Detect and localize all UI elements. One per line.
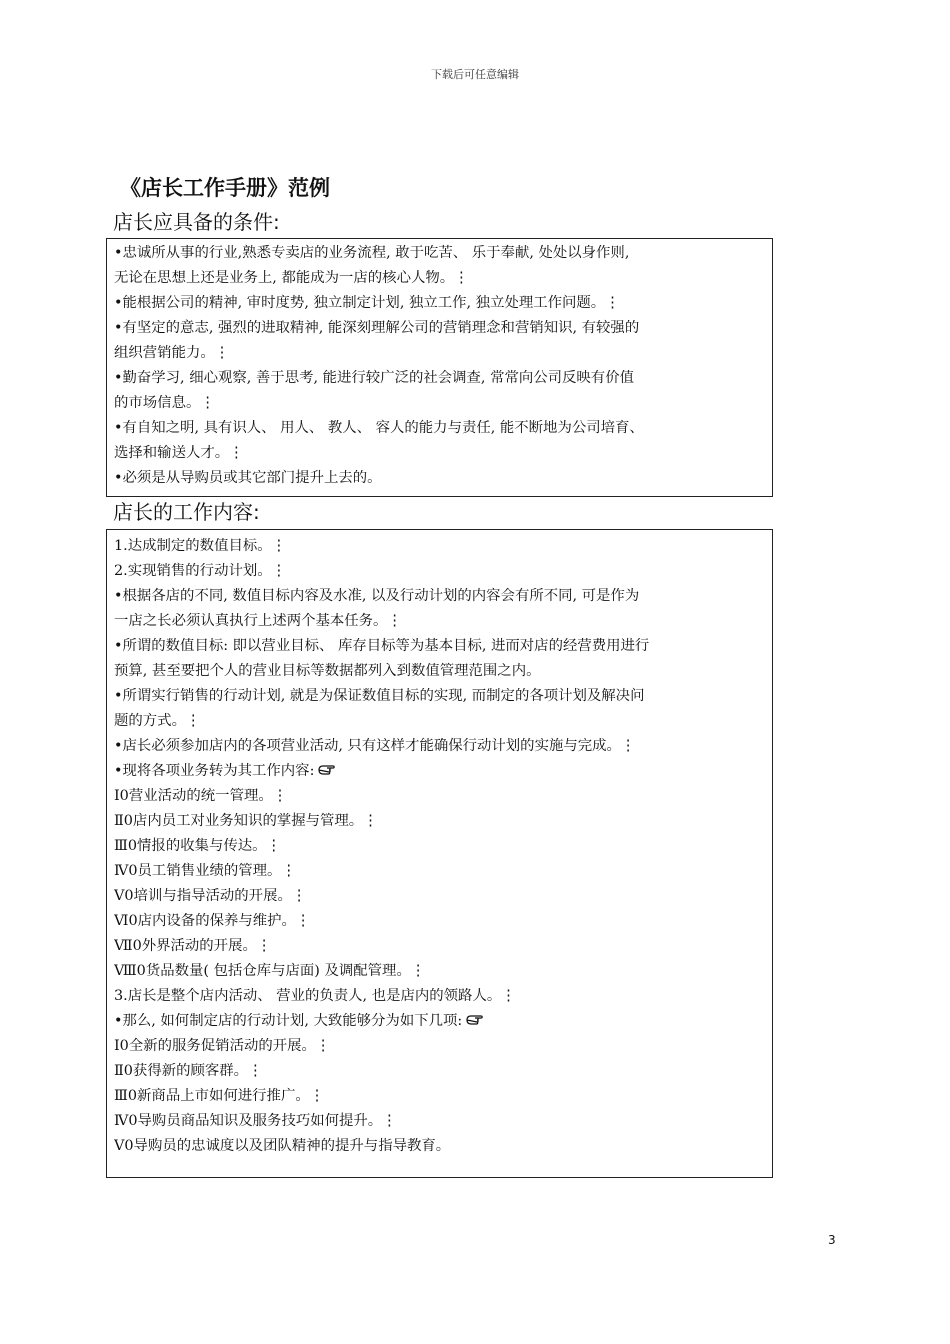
text-line: Ⅲ0新商品上市如何进行推广。⋮ bbox=[114, 1088, 325, 1104]
text-line: Ⅳ0员工销售业绩的管理。⋮ bbox=[114, 863, 296, 879]
requirements-box bbox=[106, 238, 773, 497]
text-line: •有坚定的意志, 强烈的进取精神, 能深刻理解公司的营销理念和营销知识, 有较强的 bbox=[114, 320, 640, 336]
text-line: Ⅳ0导购员商品知识及服务技巧如何提升。⋮ bbox=[114, 1113, 397, 1129]
text-line: Ⅰ0全新的服务促销活动的开展。⋮ bbox=[114, 1038, 331, 1054]
duties-box bbox=[106, 529, 773, 1178]
text-line: 预算, 甚至要把个人的营业目标等数据都列入到数值管理范围之内。 bbox=[114, 663, 541, 679]
text-line: Ⅶ0外界活动的开展。⋮ bbox=[114, 938, 272, 954]
text-line: •勤奋学习, 细心观察, 善于思考, 能进行较广泛的社会调查, 常常向公司反映有价值 bbox=[114, 370, 634, 386]
text-line: 无论在思想上还是业务上, 都能成为一店的核心人物。⋮ bbox=[114, 270, 469, 286]
text-line: •根据各店的不同, 数值目标内容及水准, 以及行动计划的内容会有所不同, 可是作为 bbox=[114, 588, 640, 604]
text-line-with-icon bbox=[114, 1009, 766, 1034]
text-line: •所谓实行销售的行动计划, 就是为保证数值目标的实现, 而制定的各项计划及解决问 bbox=[114, 688, 645, 704]
text-line: Ⅷ0货品数量( 包括仓库与店面) 及调配管理。⋮ bbox=[114, 963, 426, 979]
text-line: 1.达成制定的数值目标。⋮ bbox=[114, 538, 287, 554]
section-heading-duties: 店长的工作内容: bbox=[113, 500, 260, 524]
text-line: Ⅰ0营业活动的统一管理。⋮ bbox=[114, 788, 288, 804]
text-line: 选择和输送人才。⋮ bbox=[114, 445, 244, 461]
header-note: 下载后可任意编辑 bbox=[431, 68, 519, 81]
text-line: •那么, 如何制定店的行动计划, 大致能够分为如下几项: bbox=[114, 1013, 463, 1029]
document-title: 《店长工作手册》范例 bbox=[120, 176, 330, 200]
pointing-hand-icon bbox=[318, 764, 336, 776]
text-line: •忠诚所从事的行业,熟悉专卖店的业务流程, 敢于吃苦、 乐于奉献, 处处以身作则, bbox=[114, 245, 630, 261]
page-number: 3 bbox=[828, 1233, 836, 1247]
text-line: Ⅴ0培训与指导活动的开展。⋮ bbox=[114, 888, 307, 904]
text-line-with-icon bbox=[114, 759, 766, 784]
text-line: Ⅱ0获得新的顾客群。⋮ bbox=[114, 1063, 263, 1079]
text-line: •必须是从导购员或其它部门提升上去的。 bbox=[114, 470, 382, 486]
text-line: Ⅲ0情报的收集与传达。⋮ bbox=[114, 838, 281, 854]
text-line: •所谓的数值目标: 即以营业目标、 库存目标等为基本目标, 进而对店的经营费用进行 bbox=[114, 638, 650, 654]
text-line: •店长必须参加店内的各项营业活动, 只有这样才能确保行动计划的实施与完成。⋮ bbox=[114, 738, 636, 754]
text-line: 一店之长必须认真执行上述两个基本任务。⋮ bbox=[114, 613, 402, 629]
section-heading-requirements: 店长应具备的条件: bbox=[113, 210, 280, 234]
text-line: Ⅵ0店内设备的保养与维护。⋮ bbox=[114, 913, 311, 929]
text-line: 2.实现销售的行动计划。⋮ bbox=[114, 563, 287, 579]
text-line: •有自知之明, 具有识人、 用人、 教人、 容人的能力与责任, 能不断地为公司培育、 bbox=[114, 420, 644, 436]
text-line: Ⅱ0店内员工对业务知识的掌握与管理。⋮ bbox=[114, 813, 378, 829]
text-line: 组织营销能力。⋮ bbox=[114, 345, 230, 361]
text-line: Ⅴ0导购员的忠诚度以及团队精神的提升与指导教育。 bbox=[114, 1138, 451, 1154]
text-line: •能根据公司的精神, 审时度势, 独立制定计划, 独立工作, 独立处理工作问题。⋮ bbox=[114, 295, 620, 311]
text-line: •现将各项业务转为其工作内容: bbox=[114, 763, 315, 779]
text-line: 题的方式。⋮ bbox=[114, 713, 201, 729]
text-line: 3.店长是整个店内活动、 营业的负责人, 也是店内的领路人。⋮ bbox=[114, 988, 516, 1004]
text-line: 的市场信息。⋮ bbox=[114, 395, 215, 411]
pointing-hand-icon bbox=[466, 1014, 484, 1026]
